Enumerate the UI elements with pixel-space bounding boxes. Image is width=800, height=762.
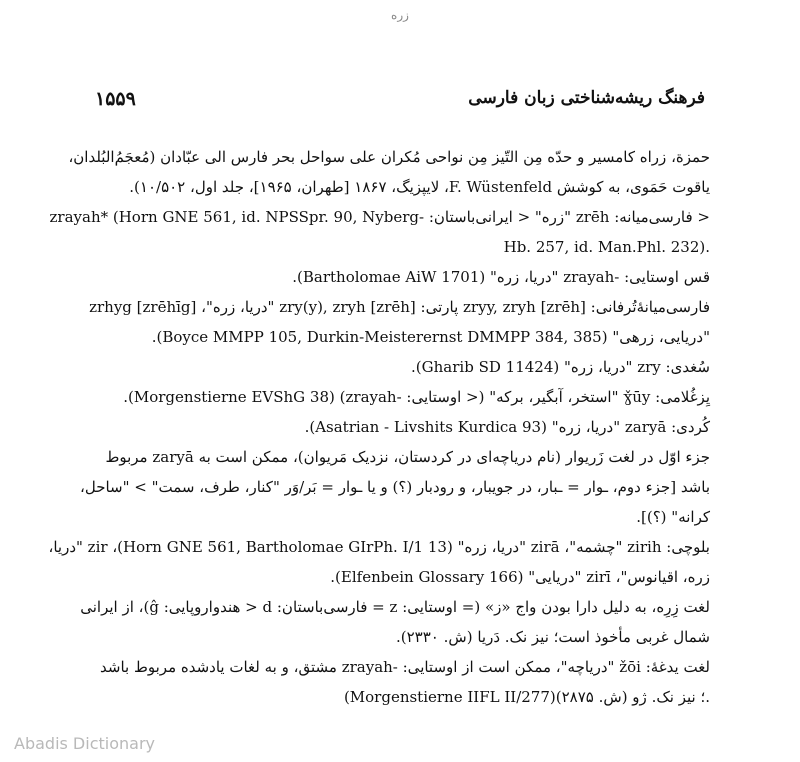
entry-body [48,142,710,712]
text-line: کرانه" (؟)]. [636,508,710,526]
running-head [95,88,705,114]
text-line: "دریایی، زرهی" (Boyce MMPP 105, Durkin-Meisterernst DMMPP 384, 385). [151,328,710,346]
text-line: لغت زِرِه، به دلیل دارا بودن واج «ز» (= اوستایی: z = فارسی‌باستان: d < هندواروپایی: ĝ)، از ایرانی [80,598,710,616]
page-head-word: زره [391,8,409,22]
text-line: Hb. 257, id. Man.Phl. 232). [503,238,710,256]
text-line: فارسی‌میانهٔ‌تُرفانی: zryy, zryh [zrēh] پارتی: zry(y), zryh [zrēh] "دریا، زره"، zrhyg [zrēhīg] [89,298,710,316]
text-line: زره، اقیانوس"، zirī "دریایی" (Elfenbein Glossary 166). [330,568,710,586]
text-line: شمال غربی مأخوذ است؛ نیز نک. دَریا (ش. ۲۳۳۰). [396,628,710,646]
text-line: یاقوت حَمَوی، به کوشش F. Wüstenfeld، لایپزیگ، ۱۸۶۷ [طهران، ۱۹۶۵]، جلد اول، ۱۰/۵۰۲). [129,178,710,196]
text-line: بلوچی: zirih "چشمه"، zirā "دریا، زره" (Horn GNE 561, Bartholomae GIrPh. I/1 13)، zir "دریا، [48,538,710,556]
text-line: باشد [جزء دوم، ـوار = ـبار، در جویبار، و رودبار (؟) و یا ـوار = بَر/وَر "کنار، طرف، سمت" > "ساحل، [80,478,710,496]
text-line: < فارسی‌میانه: zrēh "زره" < ایرانی‌باستان: -zrayah* (Horn GNE 561, id. NPSSpr. 90, Nyberg [49,208,710,226]
text-line: لغت یدغهٔ: žōi "دریاچه"، ممکن است از اوستایی: -zrayah مشتق، و به لغات یادشده مربوط باشد [100,658,710,676]
text-line: یِزغُلامی: ɣ̌ūy "استخر، آبگیر، برکه" (< اوستایی: -zrayah) (Morgenstierne EVShG 38). [123,388,710,406]
text-line: حمزة، زراه کامسیر و حدّه مِن التّیز مِن نواحی مُکران علی سواحل بحر فارس الی عبّادان (مُعجَمُ‌البُلدان، [68,148,710,166]
book-title: فرهنگ ریشه‌شناختی زبان فارسی [468,88,705,108]
text-line: (Morgenstierne IIFL II/277)؛ نیز نک. ژو (ش. ۲۸۷۵). [343,688,710,706]
text-line: قس اوستایی: -zrayah "دریا، زره" (Bartholomae AiW 1701). [292,268,710,286]
text-line: جزء اوّل در لغت زَریوار (نام دریاچه‌ای در کردستان، نزدیک مَریوان)، ممکن است به zaryā مربوط [105,448,710,466]
page-number: ۱۵۵۹ [95,88,136,110]
text-line: سُغدی: zry "دریا، زره" (Gharib SD 11424). [411,358,710,376]
watermark: Abadis Dictionary [14,734,155,753]
text-line: کُردی: zaryā "دریا، زره" (Asatrian - Livshits Kurdica 93). [304,418,710,436]
